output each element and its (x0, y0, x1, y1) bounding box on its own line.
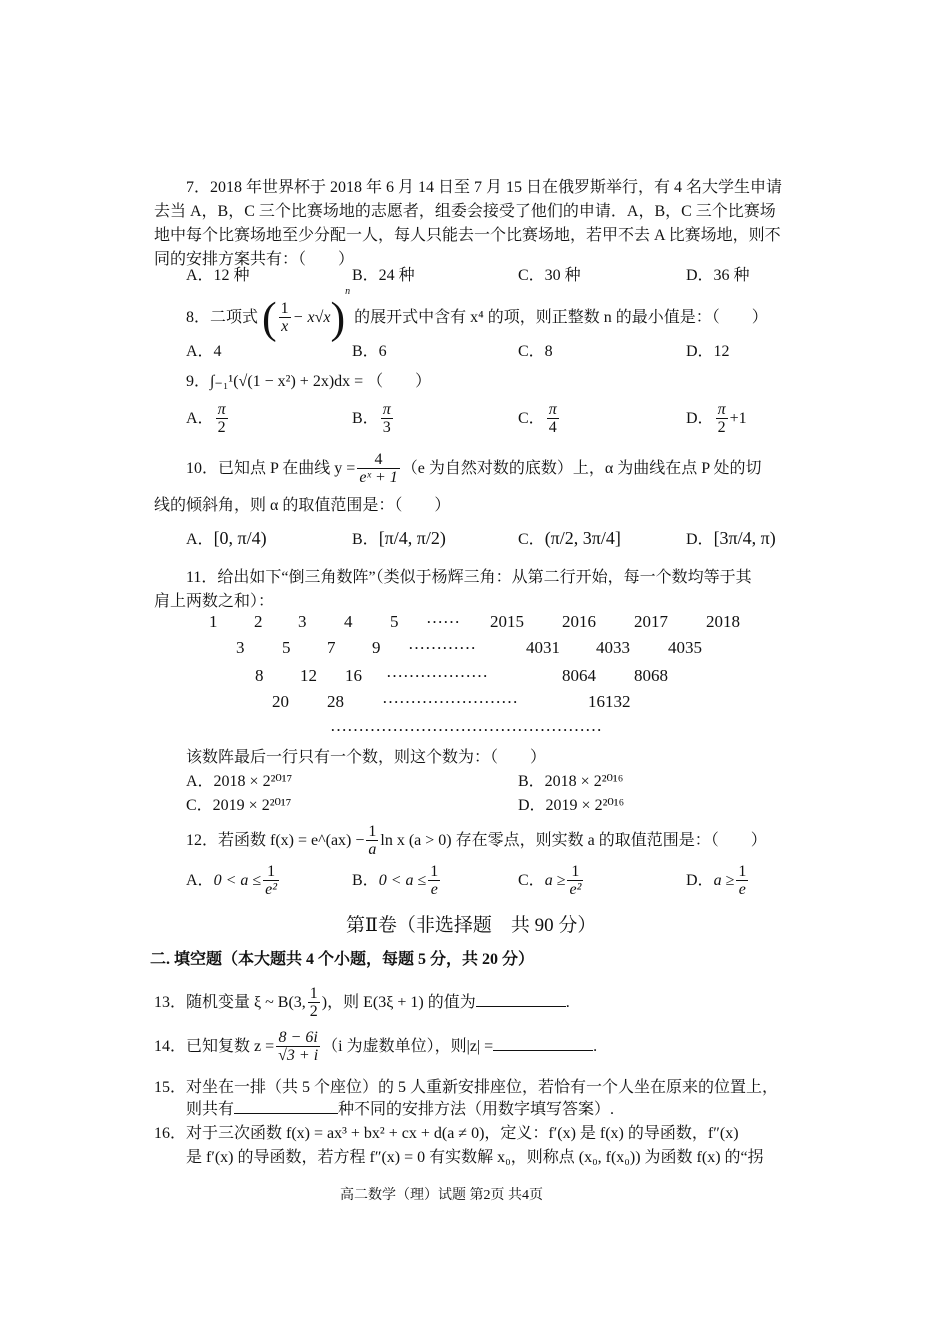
option-text: (π/2, 3π/4] (544, 528, 621, 548)
den: eˣ + 1 (359, 469, 398, 486)
q12-suffix: ln x (a > 0) 存在零点，则实数 a 的取值范围是：（ ） (380, 832, 767, 850)
q12-prefix: 12．若函数 f(x) = e^(ax) − (186, 832, 365, 850)
option-pre: 0 < a ≤ (213, 872, 262, 890)
triangle-number: 3 (236, 638, 245, 657)
triangle-number: 7 (327, 638, 336, 657)
q13-suffix: )，则 E(3ξ + 1) 的值为 (321, 994, 476, 1012)
triangle-number: 4031 (526, 638, 560, 657)
q8-suffix: 的展开式中含有 x⁴ 的项，则正整数 n 的最小值是：（ ） (354, 309, 768, 326)
triangle-number: 9 (372, 638, 381, 657)
q11-option-c: C．2019 × 2²⁰¹⁷ (186, 797, 292, 814)
q8-option-b: B．6 (352, 343, 387, 360)
triangle-row-5: ………………………………………… (330, 716, 602, 735)
q12-line (186, 824, 767, 859)
triangle-number: 2018 (706, 612, 740, 631)
q12-option-b (352, 864, 442, 899)
den: 4 (548, 419, 557, 436)
option-text: [π/4, π/2) (378, 528, 446, 548)
den: 2 (717, 419, 726, 436)
q15-line2 (186, 1096, 614, 1119)
option-label: C． (518, 872, 545, 890)
q14-end: . (593, 1038, 598, 1056)
triangle-number: 4035 (668, 638, 702, 657)
q16-line2: 是 f′(x) 的导函数，若方程 f″(x) = 0 有实数解 x₀，则称点 (x₀, f(x₀)) 为函数 f(x) 的“拐 (186, 1149, 764, 1166)
num: π (717, 401, 726, 418)
num: 8 − 6i (276, 1030, 320, 1047)
q14-suffix: （i 为虚数单位），则|z| = (322, 1038, 494, 1056)
num: 1 (368, 823, 377, 840)
option-label: B． (352, 531, 379, 548)
option-text: [3π/4, π) (713, 528, 776, 548)
option-label: A． (186, 531, 214, 548)
triangle-number: 16 (345, 666, 362, 685)
triangle-ellipsis: …………………… (382, 688, 518, 707)
q9-option-d (686, 402, 747, 437)
q11-option-b: B．2018 × 2²⁰¹⁶ (518, 773, 624, 790)
answer-blank[interactable] (493, 1050, 593, 1051)
option-pre: a ≥ (713, 872, 735, 890)
q10-line2: 线的倾斜角，则 α 的取值范围是：（ ） (154, 497, 451, 514)
q11-option-d: D．2019 × 2²⁰¹⁶ (518, 797, 625, 814)
q12-fraction (366, 824, 378, 859)
option-label: C． (518, 410, 545, 428)
q14-prefix: 14．已知复数 z = (154, 1038, 275, 1056)
q8-option-d: D．12 (686, 343, 730, 360)
fraction (216, 402, 228, 437)
q12-option-a (186, 864, 281, 899)
triangle-number: 4 (344, 612, 353, 631)
answer-blank[interactable] (476, 1006, 566, 1007)
triangle-number: 28 (327, 692, 344, 711)
answer-blank[interactable] (234, 1113, 338, 1114)
section-title: 第Ⅱ卷（非选择题 共 90 分） (346, 915, 597, 936)
q11-line2: 肩上两数之和）： (154, 593, 275, 610)
option-label: B． (352, 872, 379, 890)
triangle-number: 5 (282, 638, 291, 657)
option-label: B． (352, 410, 379, 428)
q16-line1: 16．对于三次函数 f(x) = ax³ + bx² + cx + d(a ≠ 0)，定义：f′(x) 是 f(x) 的导函数，f″(x) (154, 1125, 739, 1142)
q8-option-a: A．4 (186, 343, 222, 360)
q7-line3: 地中每个比赛场地至少分配一人，每人只能去一个比赛场地，若甲不去 A 比赛场地，则不 (154, 227, 781, 244)
triangle-number: 8 (255, 666, 264, 685)
q13-prefix: 13．随机变量 ξ ~ B(3, (154, 994, 306, 1012)
den: e² (265, 881, 278, 898)
num: π (382, 401, 391, 418)
triangle-number: 3 (298, 612, 307, 631)
den: a (368, 841, 377, 858)
num: 4 (357, 452, 399, 469)
triangle-ellipsis: …… (426, 608, 460, 627)
q12-option-d (686, 864, 750, 899)
q8-option-c: C．8 (518, 343, 553, 360)
option-label: D． (686, 531, 714, 548)
q7-line1: 7．2018 年世界杯于 2018 年 6 月 14 日至 7 月 15 日在俄罗斯举行，有 4 名大学生申请 (186, 179, 783, 196)
q15-line2a: 则共有 (186, 1101, 235, 1118)
fraction (716, 402, 728, 437)
fraction (567, 864, 583, 899)
triangle-number: 8068 (634, 666, 668, 685)
triangle-number: 2015 (490, 612, 524, 631)
q9-option-c (518, 402, 561, 437)
fraction (381, 402, 393, 437)
triangle-number: 1 (209, 612, 218, 631)
option-pre: 0 < a ≤ (378, 872, 427, 890)
num: 1 (263, 864, 279, 881)
q8-line (186, 286, 768, 343)
triangle-number: 12 (300, 666, 317, 685)
q10-suffix: （e 为自然对数的底数）上，α 为曲线在点 P 处的切 (401, 460, 762, 478)
option-label: A． (186, 410, 214, 428)
q8-mid: − x√x (292, 309, 331, 326)
den: e² (569, 881, 582, 898)
fraction (547, 402, 559, 437)
q10-fraction (357, 452, 399, 487)
q10-prefix: 10．已知点 P 在曲线 y = (186, 460, 356, 478)
q8-prefix: 8．二项式 (186, 309, 259, 326)
den: √3 + i (278, 1047, 319, 1064)
q9-option-b (352, 402, 395, 437)
q8-fraction (279, 301, 291, 336)
fraction (263, 864, 279, 899)
page-footer: 高二数学（理）试题 第2页 共4页 (340, 1188, 543, 1203)
tail: +1 (729, 410, 747, 428)
triangle-number: 2016 (562, 612, 596, 631)
q11-after: 该数阵最后一行只有一个数，则这个数为：（ ） (186, 749, 547, 766)
q10-option-b (352, 526, 446, 549)
den: 2 (309, 1003, 318, 1020)
q8-num: 1 (280, 299, 289, 317)
q7-option-c: C．30 种 (518, 267, 581, 284)
right-paren: ) (330, 293, 346, 343)
den: e (738, 881, 746, 898)
option-label: D． (686, 872, 714, 890)
triangle-number: 2 (254, 612, 263, 631)
q11-line1: 11．给出如下“倒三角数阵”（类似于杨辉三角：从第二行开始，每一个数均等于其 (186, 569, 752, 586)
num: 1 (309, 985, 318, 1002)
q13-line (154, 986, 570, 1021)
triangle-ellipsis: ………… (408, 634, 476, 653)
q8-den: x (281, 317, 289, 335)
q10-option-d (686, 526, 776, 549)
q8-exp: n (345, 286, 351, 297)
q13-end: . (565, 994, 570, 1012)
num: π (548, 401, 557, 418)
num: 1 (567, 864, 583, 881)
option-label: A． (186, 872, 214, 890)
option-label: D． (686, 410, 714, 428)
q9-option-a (186, 402, 230, 437)
q12-option-c (518, 864, 585, 899)
q7-option-b: B．24 种 (352, 267, 415, 284)
num: 1 (430, 863, 439, 880)
option-pre: a ≥ (544, 872, 566, 890)
q9-line: 9．∫₋₁¹(√(1 − x²) + 2x)dx = （ ） (186, 373, 432, 390)
option-label: C． (518, 531, 545, 548)
q7-option-a: A．12 种 (186, 267, 250, 284)
triangle-number: 20 (272, 692, 289, 711)
q10-line1 (186, 452, 762, 487)
q13-fraction (308, 986, 320, 1021)
triangle-ellipsis: ……………… (386, 662, 488, 681)
option-text: [0, π/4) (213, 528, 267, 548)
q7-line2: 去当 A，B，C 三个比赛场地的志愿者，组委会接受了他们的申请．A，B，C 三个比赛场 (154, 203, 776, 220)
section-heading: 二. 填空题（本大题共 4 个小题，每题 5 分，共 20 分） (150, 951, 535, 968)
triangle-number: 4033 (596, 638, 630, 657)
q15-line2b: 种不同的安排方法（用数字填写答案）. (338, 1101, 615, 1118)
q15-line1: 15．对坐在一排（共 5 个座位）的 5 人重新安排座位，若恰有一个人坐在原来的位置上， (154, 1079, 779, 1096)
triangle-number: 16132 (588, 692, 631, 711)
triangle-number: 5 (390, 612, 399, 631)
num: 1 (738, 863, 747, 880)
q14-line (154, 1030, 597, 1065)
triangle-number: 2017 (634, 612, 668, 631)
fraction (736, 864, 748, 899)
den: e (430, 881, 438, 898)
den: 2 (217, 419, 226, 436)
q10-option-c (518, 526, 621, 549)
q10-option-a (186, 526, 267, 549)
q11-option-a: A．2018 × 2²⁰¹⁷ (186, 773, 293, 790)
left-paren: ( (262, 293, 277, 343)
den: 3 (382, 419, 391, 436)
q7-line4: 同的安排方案共有：（ ） (154, 251, 355, 268)
num: π (217, 401, 226, 418)
triangle-number: 8064 (562, 666, 596, 685)
q14-fraction (276, 1030, 320, 1065)
fraction (428, 864, 440, 899)
q7-option-d: D．36 种 (686, 267, 750, 284)
